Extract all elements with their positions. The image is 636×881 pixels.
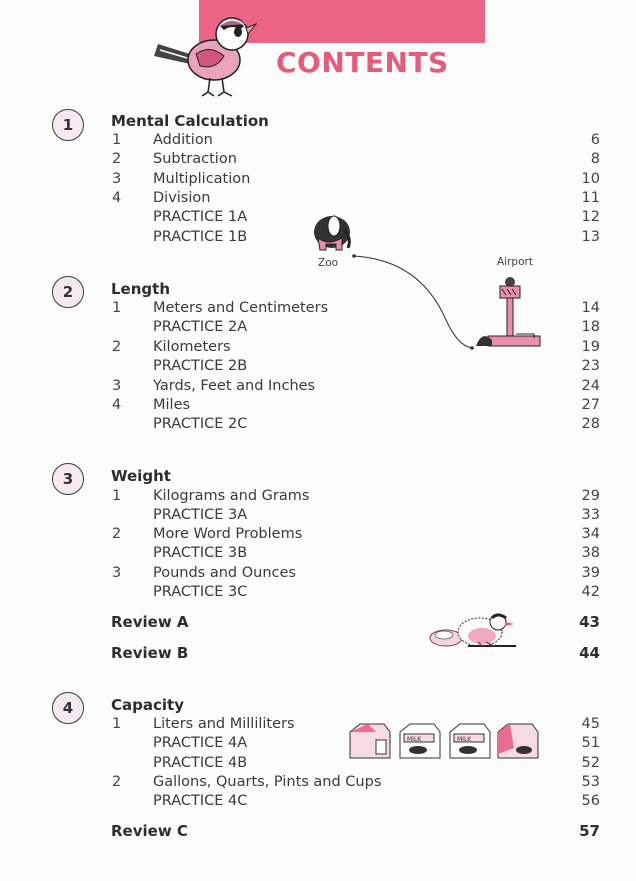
sparrow-illustration xyxy=(150,4,270,100)
entry-page: 28 xyxy=(581,416,600,432)
entry-page: 52 xyxy=(581,755,600,771)
entry-number: 1 xyxy=(112,132,122,148)
entry-label: Addition xyxy=(153,132,213,148)
entry-label: Kilograms and Grams xyxy=(153,488,310,504)
quail-with-nest-illustration xyxy=(428,604,520,652)
entry-label: PRACTICE 4A xyxy=(153,735,248,751)
entry-page: 56 xyxy=(581,793,600,809)
toc-entry[interactable] xyxy=(0,189,636,208)
zoo-label: Zoo xyxy=(318,257,339,269)
review-label: Review B xyxy=(111,644,189,662)
entry-page: 19 xyxy=(581,339,600,355)
entry-number: 1 xyxy=(112,488,122,504)
toc-entry[interactable] xyxy=(0,150,636,169)
entry-label: PRACTICE 3A xyxy=(153,507,248,523)
entry-page: 10 xyxy=(581,171,600,187)
entry-label: Liters and Milliliters xyxy=(153,716,295,732)
chapter-heading[interactable] xyxy=(0,280,636,299)
entry-label: Miles xyxy=(153,397,191,413)
toc-entry[interactable] xyxy=(0,525,636,544)
review-page: 57 xyxy=(579,822,600,840)
chapter-title: Capacity xyxy=(111,696,184,714)
page-title: CONTENTS xyxy=(276,46,449,79)
entry-page: 13 xyxy=(581,229,600,245)
entry-number: 3 xyxy=(112,565,122,581)
entry-number: 3 xyxy=(112,378,122,394)
milk-text: MILK xyxy=(407,736,422,743)
chapter-number-badge: 1 xyxy=(52,109,84,141)
entry-number: 2 xyxy=(112,526,122,542)
chapter-number-badge: 2 xyxy=(52,276,84,308)
entry-label: PRACTICE 1B xyxy=(153,229,248,245)
toc-entry[interactable] xyxy=(0,415,636,434)
entry-number: 2 xyxy=(112,774,122,790)
toc-entry[interactable] xyxy=(0,754,636,773)
entry-label: More Word Problems xyxy=(153,526,303,542)
entry-number: 4 xyxy=(112,190,122,206)
entry-page: 45 xyxy=(581,716,600,732)
chapter-heading[interactable] xyxy=(0,112,636,131)
entry-page: 33 xyxy=(581,507,600,523)
toc-entry[interactable] xyxy=(0,487,636,506)
entry-page: 53 xyxy=(581,774,600,790)
review-page: 43 xyxy=(579,613,600,631)
entry-page: 42 xyxy=(581,584,600,600)
entry-label: Pounds and Ounces xyxy=(153,565,296,581)
entry-label: Multiplication xyxy=(153,171,251,187)
entry-label: PRACTICE 2B xyxy=(153,358,248,374)
toc-entry[interactable] xyxy=(0,506,636,525)
entry-label: PRACTICE 2C xyxy=(153,416,248,432)
elephant-illustration xyxy=(308,208,356,256)
entry-number: 2 xyxy=(112,151,122,167)
entry-page: 18 xyxy=(581,319,600,335)
entry-number: 3 xyxy=(112,171,122,187)
milk-text: MILK xyxy=(457,736,472,743)
entry-number: 2 xyxy=(112,339,122,355)
review-label: Review A xyxy=(111,613,189,631)
entry-page: 12 xyxy=(581,209,600,225)
chapter-heading[interactable] xyxy=(0,467,636,486)
entry-label: Subtraction xyxy=(153,151,237,167)
entry-label: PRACTICE 1A xyxy=(153,209,248,225)
entry-label: Division xyxy=(153,190,211,206)
toc-entry[interactable] xyxy=(0,544,636,563)
toc-entry[interactable] xyxy=(0,299,636,318)
entry-page: 8 xyxy=(590,151,600,167)
entry-page: 14 xyxy=(581,300,600,316)
chapter-title: Mental Calculation xyxy=(111,112,269,130)
entry-page: 24 xyxy=(581,378,600,394)
review-label: Review C xyxy=(111,822,188,840)
entry-page: 29 xyxy=(581,488,600,504)
entry-label: Meters and Centimeters xyxy=(153,300,329,316)
review-page: 44 xyxy=(579,644,600,662)
chapter-title: Weight xyxy=(111,467,171,485)
entry-number: 1 xyxy=(112,716,122,732)
toc-entry[interactable] xyxy=(0,564,636,583)
review-entry[interactable] xyxy=(0,822,636,841)
toc-entry[interactable] xyxy=(0,170,636,189)
entry-page: 11 xyxy=(581,190,600,206)
entry-label: Gallons, Quarts, Pints and Cups xyxy=(153,774,382,790)
toc-entry[interactable] xyxy=(0,734,636,753)
toc-entry[interactable] xyxy=(0,377,636,396)
toc-entry[interactable] xyxy=(0,357,636,376)
toc-entry[interactable] xyxy=(0,396,636,415)
entry-label: PRACTICE 2A xyxy=(153,319,248,335)
entry-number: 4 xyxy=(112,397,122,413)
entry-label: PRACTICE 4B xyxy=(153,755,248,771)
entry-label: PRACTICE 3C xyxy=(153,584,248,600)
toc-entry[interactable] xyxy=(0,792,636,811)
toc-entry[interactable] xyxy=(0,773,636,792)
toc-entry[interactable] xyxy=(0,583,636,602)
toc-entry[interactable] xyxy=(0,318,636,337)
airport-label: Airport xyxy=(497,256,533,268)
review-entry[interactable] xyxy=(0,644,636,663)
entry-number: 1 xyxy=(112,300,122,316)
review-entry[interactable] xyxy=(0,613,636,632)
entry-label: PRACTICE 3B xyxy=(153,545,248,561)
entry-page: 34 xyxy=(581,526,600,542)
entry-page: 23 xyxy=(581,358,600,374)
chapter-title: Length xyxy=(111,280,170,298)
chapter-heading[interactable] xyxy=(0,696,636,715)
chapter-number-badge: 4 xyxy=(52,692,84,724)
entry-page: 6 xyxy=(590,132,600,148)
toc-entry[interactable] xyxy=(0,131,636,150)
entry-label: PRACTICE 4C xyxy=(153,793,248,809)
entry-page: 51 xyxy=(581,735,600,751)
entry-page: 27 xyxy=(581,397,600,413)
entry-label: Kilometers xyxy=(153,339,231,355)
entry-label: Yards, Feet and Inches xyxy=(153,378,316,394)
entry-page: 38 xyxy=(581,545,600,561)
chapter-number-badge: 3 xyxy=(52,463,84,495)
toc-entry[interactable] xyxy=(0,338,636,357)
milk-cartons-illustration xyxy=(346,718,540,764)
toc-entry[interactable] xyxy=(0,715,636,734)
entry-page: 39 xyxy=(581,565,600,581)
